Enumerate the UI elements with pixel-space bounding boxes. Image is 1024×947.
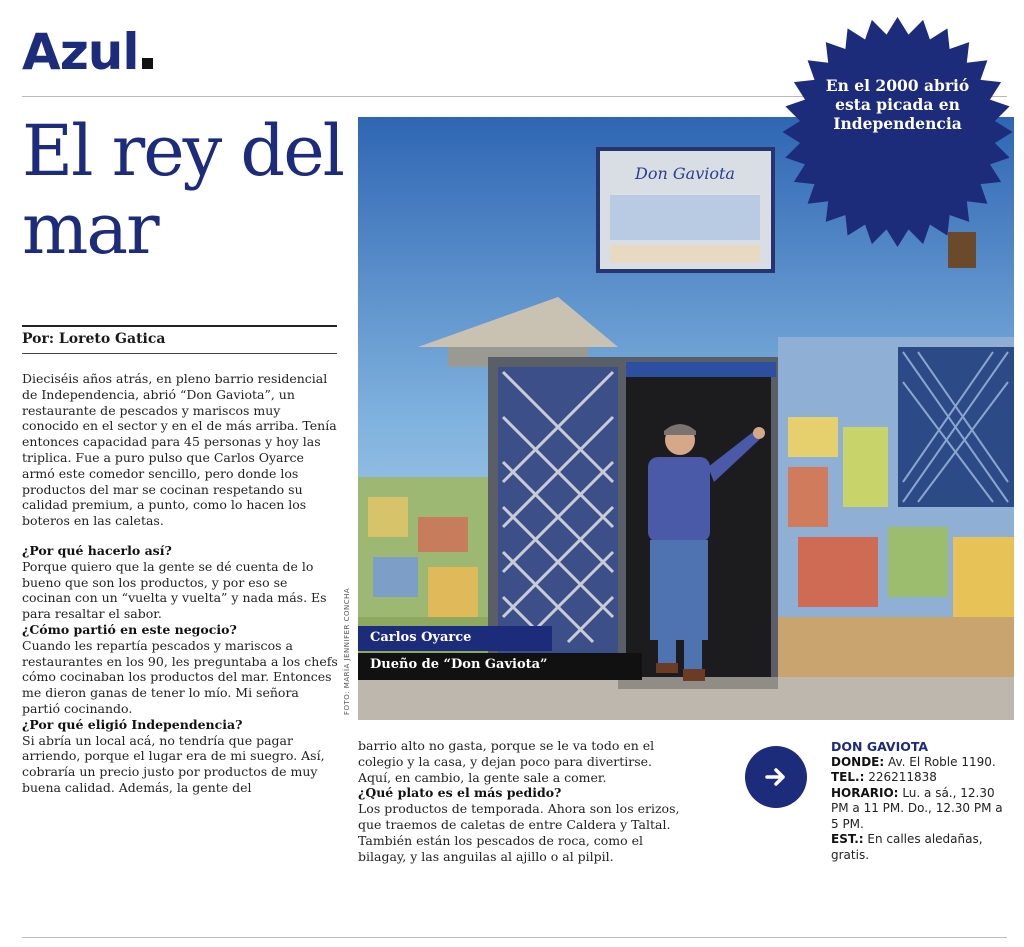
intro-paragraph: Dieciséis años atrás, en pleno barrio residencial de Independencia, abrió “Don Gaviota”, un restaurante de pescados y mariscos muy conocido en el sector y en el de más arriba. Tenía entonces capacidad para 45 personas y hoy las triplica. Fue a puro pulso que Carlos Oyarce armó este comedor sencillo, pero donde los productos del mar se cocinan respetando su calidad premium, a punto, como lo hacen los boteros en las caletas. <box>22 371 337 529</box>
question-1: ¿Por qué hacerlo así? <box>22 542 172 558</box>
byline-rule-top <box>22 325 337 327</box>
badge-text: En el 2000 abrió esta picada en Independencia <box>825 76 970 133</box>
answer-1: Porque quiero que la gente se dé cuenta de lo bueno que son los productos, y por eso se cocinan con un “vuelta y vuelta” y nada más. Es para resaltar el sabor. <box>22 558 327 622</box>
byline-rule-bottom <box>22 353 337 354</box>
answer-3-part-2: barrio alto no gasta, porque se le va todo en el colegio y la casa, y dejan poco para divertirse. Aquí, en cambio, la gente sale a comer. <box>358 738 655 785</box>
info-parking: EST.: En calles aledañas, gratis. <box>831 832 983 862</box>
article-headline: El rey del mar <box>22 110 344 270</box>
arrow-glyph <box>763 764 789 790</box>
question-3: ¿Por qué eligió Independencia? <box>22 716 243 732</box>
info-hours: HORARIO: Lu. a sá., 12.30 PM a 11 PM. Do., 12.30 PM a 5 PM. <box>831 785 1003 831</box>
section-name: Azul <box>22 23 139 81</box>
article-column-2 <box>358 738 683 864</box>
arrow-right-icon[interactable] <box>745 746 807 808</box>
photo-credit: FOTO: MARÍA JENNIFER CONCHA <box>343 587 351 715</box>
bottom-divider <box>22 937 1007 938</box>
sign-text: Don Gaviota <box>635 164 735 183</box>
answer-3-part-1: Si abría un local acá, no tendría que pagar arriendo, porque el lugar era de mi suegro. Así, cobraría un precio justo por productos de muy buena calidad. Además, la gente del <box>22 732 325 795</box>
byline: Por: Loreto Gatica <box>22 331 166 347</box>
question-2: ¿Cómo partió en este negocio? <box>22 621 237 637</box>
starburst-badge <box>781 16 1014 248</box>
question-4: ¿Qué plato es el más pedido? <box>358 785 562 801</box>
info-address: DONDE: Av. El Roble 1190. <box>831 754 996 769</box>
answer-2: Cuando les repartía pescados y mariscos a restaurantes en los 90, les preguntaba a los chefs cómo cocinaban los productos del mar. Entonces me dieron ganas de tener lo mío. Mi señora partió cocinando. <box>22 637 338 716</box>
logo-dot <box>142 58 153 69</box>
restaurant-info <box>831 739 1011 863</box>
answer-4: Los productos de temporada. Ahora son los erizos, que traemos de caletas de entre Caldera y Taltal. También están los pescados de roca, como el bilagay, y las anguilas al ajillo o al pilpil. <box>358 801 680 864</box>
caption-name: Carlos Oyarce <box>358 626 552 651</box>
info-phone: TEL.: 226211838 <box>831 770 937 784</box>
article-column-1 <box>22 371 340 796</box>
caption-role: Dueño de “Don Gaviota” <box>358 653 642 680</box>
section-logo <box>22 22 153 82</box>
info-name: DON GAVIOTA <box>831 739 929 754</box>
